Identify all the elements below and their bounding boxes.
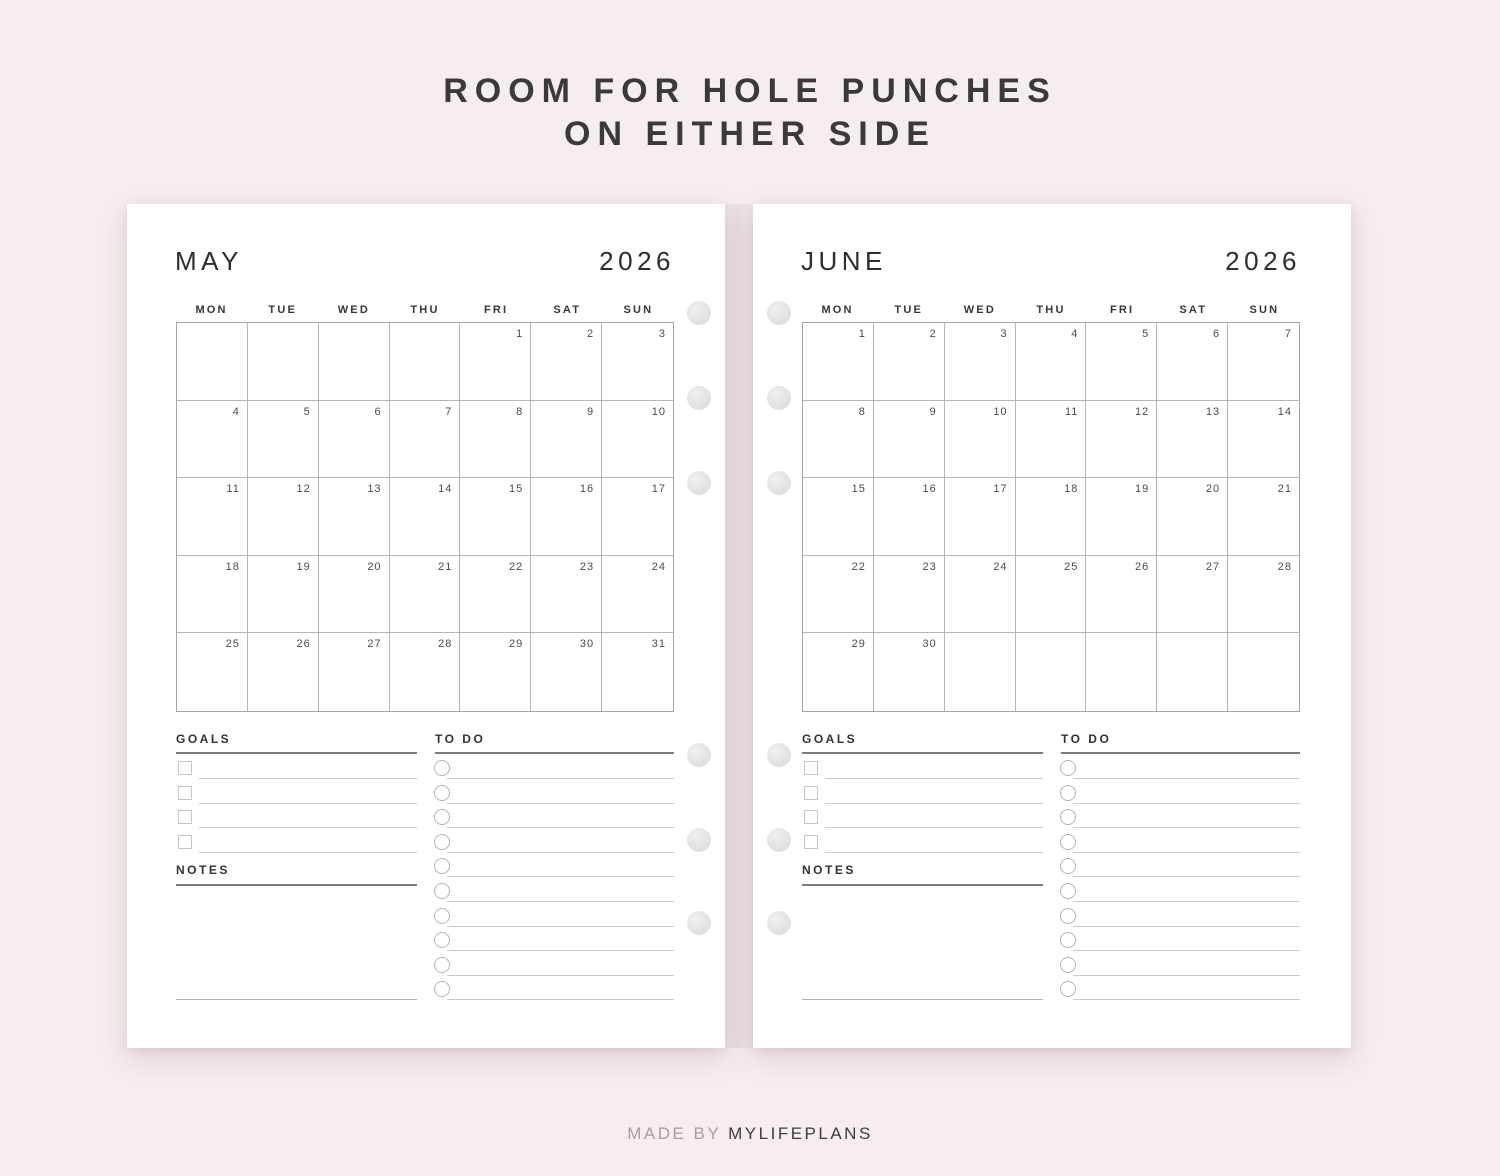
calendar-cell: 27 <box>319 633 390 711</box>
notes-rule <box>176 884 417 886</box>
calendar-cell: 14 <box>1228 401 1299 479</box>
calendar-cell <box>1086 633 1157 711</box>
todo-write-line <box>447 926 674 927</box>
weekday-label: SUN <box>1249 304 1280 316</box>
todo-bullet-circle <box>434 981 450 997</box>
calendar-cell: 24 <box>945 556 1016 634</box>
calendar-cell <box>248 323 319 401</box>
calendar-cell: 9 <box>874 401 945 479</box>
hole-punch <box>687 471 711 495</box>
goals-label: GOALS <box>802 732 858 746</box>
todo-row <box>1060 809 1300 834</box>
goals-rows <box>802 761 1043 859</box>
goal-checkbox <box>804 835 818 849</box>
todo-bullet-circle <box>1060 834 1076 850</box>
notes-bottom-line <box>802 999 1043 1000</box>
calendar-cell: 29 <box>803 633 874 711</box>
calendar-cell: 17 <box>602 478 673 556</box>
planner-page-may <box>127 204 725 1048</box>
todo-bullet-circle <box>1060 957 1076 973</box>
weekday-label: MON <box>821 304 854 316</box>
calendar-cell: 3 <box>602 323 673 401</box>
calendar-cell: 13 <box>319 478 390 556</box>
weekday-label: THU <box>410 304 440 316</box>
goal-checkbox <box>178 835 192 849</box>
goal-write-line <box>199 778 417 779</box>
weekday-label: FRI <box>483 304 509 316</box>
todo-write-line <box>1073 803 1300 804</box>
calendar-cell <box>1228 633 1299 711</box>
todo-row <box>434 760 674 785</box>
calendar-cell: 5 <box>1086 323 1157 401</box>
todo-write-line <box>1073 926 1300 927</box>
calendar-cell: 10 <box>602 401 673 479</box>
weekday-label: FRI <box>1109 304 1135 316</box>
todo-write-line <box>447 876 674 877</box>
goal-write-line <box>199 852 417 853</box>
todo-bullet-circle <box>434 760 450 776</box>
goal-checkbox <box>804 786 818 800</box>
calendar-cell: 6 <box>319 401 390 479</box>
todo-write-line <box>1073 999 1300 1000</box>
calendar-cell: 28 <box>1228 556 1299 634</box>
todo-write-line <box>447 901 674 902</box>
calendar-cell: 2 <box>531 323 602 401</box>
calendar-cell: 10 <box>945 401 1016 479</box>
todo-label: TO DO <box>1061 732 1112 746</box>
todo-label: TO DO <box>435 732 486 746</box>
notes-rule <box>802 884 1043 886</box>
calendar-cell: 7 <box>390 401 461 479</box>
hole-punch <box>687 911 711 935</box>
todo-row <box>1060 760 1300 785</box>
calendar-cell: 1 <box>803 323 874 401</box>
calendar-cell: 21 <box>1228 478 1299 556</box>
todo-row <box>434 932 674 957</box>
calendar-cell: 5 <box>248 401 319 479</box>
calendar-cell: 30 <box>531 633 602 711</box>
todo-write-line <box>447 778 674 779</box>
weekday-label: TUE <box>268 304 298 316</box>
weekday-header <box>802 301 1300 319</box>
calendar-cell: 3 <box>945 323 1016 401</box>
todo-bullet-circle <box>434 858 450 874</box>
weekday-label: WED <box>963 304 996 316</box>
notes-label: NOTES <box>802 863 856 877</box>
todo-bullet-circle <box>434 834 450 850</box>
goal-row <box>802 786 1043 811</box>
todo-bullet-circle <box>434 785 450 801</box>
calendar-cell: 1 <box>460 323 531 401</box>
calendar-cell: 14 <box>390 478 461 556</box>
calendar-cell: 17 <box>945 478 1016 556</box>
goal-row <box>176 810 417 835</box>
calendar-cell <box>1016 633 1087 711</box>
calendar-cell: 16 <box>874 478 945 556</box>
todo-rows <box>1060 760 1300 1006</box>
calendar-cell: 21 <box>390 556 461 634</box>
calendar-cell: 29 <box>460 633 531 711</box>
hole-punch <box>767 743 791 767</box>
calendar-cell: 30 <box>874 633 945 711</box>
spine-gap <box>725 204 753 1048</box>
calendar-cell: 31 <box>651 638 666 651</box>
todo-write-line <box>1073 827 1300 828</box>
todo-write-line <box>447 852 674 853</box>
notes-bottom-line <box>176 999 417 1000</box>
todo-bullet-circle <box>1060 809 1076 825</box>
todo-row <box>434 981 674 1006</box>
calendar-cell: 26 <box>1086 556 1157 634</box>
todo-write-line <box>1073 876 1300 877</box>
calendar-cell: 20 <box>319 556 390 634</box>
month-title: JUNE <box>801 246 887 276</box>
year-label: 2026 <box>599 246 675 276</box>
calendar-cell <box>1157 633 1228 711</box>
weekday-label: TUE <box>894 304 924 316</box>
todo-bullet-circle <box>434 809 450 825</box>
calendar-cell: 18 <box>1016 478 1087 556</box>
calendar-cell: 18 <box>177 556 248 634</box>
hole-punch <box>767 471 791 495</box>
calendar-cell: 22 <box>803 556 874 634</box>
weekday-label: SAT <box>1179 304 1208 316</box>
planner-page-june <box>753 204 1351 1048</box>
todo-row <box>1060 957 1300 982</box>
weekday-label: MON <box>195 304 228 316</box>
todo-row <box>434 858 674 883</box>
todo-bullet-circle <box>434 883 450 899</box>
weekday-label: WED <box>337 304 370 316</box>
calendar-cell: 4 <box>1016 323 1087 401</box>
hole-punch <box>687 386 711 410</box>
hole-punch <box>767 911 791 935</box>
calendar-cell: 23 <box>874 556 945 634</box>
calendar-cell <box>319 323 390 401</box>
calendar-cell: 19 <box>1086 478 1157 556</box>
todo-write-line <box>447 827 674 828</box>
todo-bullet-circle <box>434 957 450 973</box>
footer-prefix: MADE BY <box>627 1124 729 1143</box>
goals-rows <box>176 761 417 859</box>
todo-rule <box>1061 752 1300 754</box>
calendar-cell: 19 <box>248 556 319 634</box>
weekday-label: SAT <box>553 304 582 316</box>
calendar-cell: 8 <box>460 401 531 479</box>
month-title: MAY <box>175 246 243 276</box>
notes-label: NOTES <box>176 863 230 877</box>
todo-row <box>1060 834 1300 859</box>
calendar-cell: 25 <box>1016 556 1087 634</box>
todo-write-line <box>447 975 674 976</box>
hole-punch <box>687 301 711 325</box>
todo-row <box>1060 858 1300 883</box>
todo-bullet-circle <box>1060 785 1076 801</box>
calendar-cell <box>945 633 1016 711</box>
hero-title <box>0 70 1500 156</box>
todo-write-line <box>1073 975 1300 976</box>
todo-row <box>1060 932 1300 957</box>
todo-bullet-circle <box>1060 883 1076 899</box>
calendar-cell: 15 <box>803 478 874 556</box>
todo-bullet-circle <box>434 908 450 924</box>
goal-write-line <box>825 827 1043 828</box>
goals-rule <box>802 752 1043 754</box>
year-label: 2026 <box>1225 246 1301 276</box>
hole-punch <box>687 743 711 767</box>
todo-row <box>434 785 674 810</box>
goals-rule <box>176 752 417 754</box>
goal-write-line <box>199 827 417 828</box>
todo-write-line <box>447 803 674 804</box>
todo-bullet-circle <box>434 932 450 948</box>
todo-write-line <box>1073 778 1300 779</box>
goal-row <box>802 761 1043 786</box>
goal-row <box>176 786 417 811</box>
todo-write-line <box>447 950 674 951</box>
calendar-cell: 12 <box>1086 401 1157 479</box>
calendar-cell: 22 <box>460 556 531 634</box>
goal-write-line <box>825 778 1043 779</box>
todo-bullet-circle <box>1060 760 1076 776</box>
calendar-grid <box>802 322 1300 712</box>
todo-bullet-circle <box>1060 932 1076 948</box>
calendar-cell: 6 <box>1157 323 1228 401</box>
calendar-cell: 2 <box>874 323 945 401</box>
calendar-grid <box>176 322 674 712</box>
footer-brand: MYLIFEPLANS <box>728 1124 873 1143</box>
calendar-cell: 25 <box>177 633 248 711</box>
todo-row <box>434 883 674 908</box>
calendar-cell <box>390 323 461 401</box>
weekday-label: THU <box>1036 304 1066 316</box>
goal-write-line <box>825 852 1043 853</box>
month-row <box>801 246 1301 278</box>
goal-write-line <box>825 803 1043 804</box>
calendar-cell: 7 <box>1228 323 1299 401</box>
todo-row <box>1060 981 1300 1006</box>
goal-checkbox <box>804 761 818 775</box>
hole-punch <box>767 828 791 852</box>
todo-bullet-circle <box>1060 908 1076 924</box>
calendar-cell: 15 <box>460 478 531 556</box>
todo-row <box>434 957 674 982</box>
goal-checkbox <box>178 786 192 800</box>
calendar-cell: 24 <box>602 556 673 634</box>
todo-write-line <box>1073 852 1300 853</box>
calendar-cell: 9 <box>531 401 602 479</box>
goal-write-line <box>199 803 417 804</box>
goal-row <box>802 810 1043 835</box>
todo-write-line <box>1073 901 1300 902</box>
month-row <box>175 246 675 278</box>
todo-rows <box>434 760 674 1006</box>
todo-rule <box>435 752 674 754</box>
hole-punch <box>687 828 711 852</box>
weekday-label: SUN <box>623 304 654 316</box>
goal-row <box>802 835 1043 860</box>
weekday-header <box>176 301 674 319</box>
calendar-cell: 20 <box>1157 478 1228 556</box>
goal-checkbox <box>178 810 192 824</box>
calendar-cell: 27 <box>1157 556 1228 634</box>
calendar-cell: 11 <box>1016 401 1087 479</box>
calendar-cell: 28 <box>390 633 461 711</box>
hole-punch <box>767 386 791 410</box>
calendar-cell: 13 <box>1157 401 1228 479</box>
calendar-cell: 12 <box>248 478 319 556</box>
calendar-cell <box>177 323 248 401</box>
todo-row <box>434 809 674 834</box>
hero-title-line2: ON EITHER SIDE <box>564 115 936 153</box>
todo-row <box>1060 908 1300 933</box>
goal-checkbox <box>178 761 192 775</box>
todo-row <box>1060 883 1300 908</box>
todo-row <box>434 908 674 933</box>
calendar-cell: 4 <box>177 401 248 479</box>
calendar-cell: 26 <box>248 633 319 711</box>
goal-checkbox <box>804 810 818 824</box>
goal-row <box>176 761 417 786</box>
goals-label: GOALS <box>176 732 232 746</box>
todo-bullet-circle <box>1060 981 1076 997</box>
hole-punch <box>767 301 791 325</box>
calendar-cell: 11 <box>177 478 248 556</box>
todo-bullet-circle <box>1060 858 1076 874</box>
goal-row <box>176 835 417 860</box>
todo-write-line <box>1073 950 1300 951</box>
hero-title-line1: ROOM FOR HOLE PUNCHES <box>443 72 1057 110</box>
calendar-cell: 23 <box>531 556 602 634</box>
todo-row <box>1060 785 1300 810</box>
footer-credit <box>0 1124 1500 1144</box>
todo-row <box>434 834 674 859</box>
calendar-cell: 16 <box>531 478 602 556</box>
calendar-cell: 8 <box>803 401 874 479</box>
todo-write-line <box>447 999 674 1000</box>
